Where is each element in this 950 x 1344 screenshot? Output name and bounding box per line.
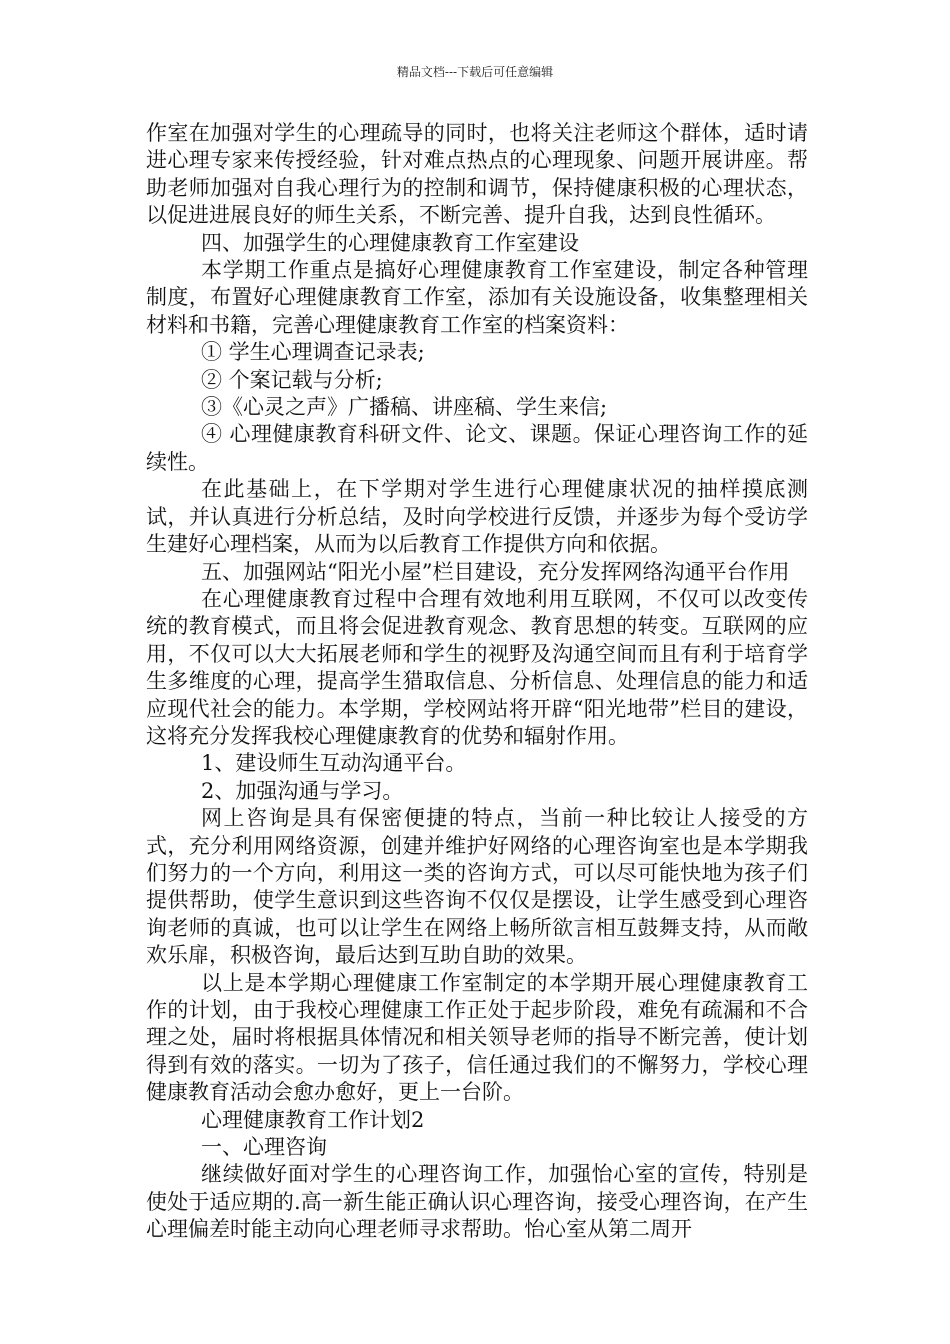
list-item: ① 学生心理调查记录表; [201,340,425,365]
list-item: ③《心灵之声》广播稿、讲座稿、学生来信; [201,395,608,420]
section-heading-4: 四、加强学生的心理健康教育工作室建设 [201,230,579,255]
document-title: 心理健康教育工作计划2 [201,1107,425,1132]
paragraph: 继续做好面对学生的心理咨询工作，加强怡心室的宣传，特别是使处于适应期的.高一新生能正确认识心理咨询，接受心理咨询，在产生心理偏差时能主动向心理老师寻求帮助。怡心室从第二周开 [146,1162,808,1242]
section-heading-1: 一、心理咨询 [201,1135,327,1160]
paragraph: 网上咨询是具有保密便捷的特点，当前一种比较让人接受的方式，充分利用网络资源，创建并维护好网络的心理咨询室也是本学期我们努力的一个方向，利用这一类的咨询方式，可以尽可能快地为孩子们提供帮助，使学生意识到这些咨询不仅仅是摆设，让学生感受到心理咨询老师的真诚，也可以让学生在网络上畅所欲言相互鼓舞支持，从而敞欢乐扉，积极咨询，最后达到互助自助的效果。 [146,806,808,968]
page-header: 精品文档---下载后可任意编辑 [396,65,554,79]
paragraph-continuation: 作室在加强对学生的心理疏导的同时，也将关注老师这个群体，适时请进心理专家来传授经验，针对难点热点的心理现象、问题开展讲座。帮助老师加强对自我心理行为的控制和调节，保持健康积极的心理状态，以促进进展良好的师生关系，不断完善、提升自我，达到良性循环。 [146,121,808,228]
paragraph: 在此基础上，在下学期对学生进行心理健康状况的抽样摸底测试，并认真进行分析总结，及时向学校进行反馈，并逐步为每个受访学生建好心理档案，从而为以后教育工作提供方向和依据。 [146,477,808,557]
list-item: 1、建设师生互动沟通平台。 [201,751,467,776]
paragraph: 本学期工作重点是搞好心理健康教育工作室建设，制定各种管理制度，布置好心理健康教育工作室，添加有关设施设备，收集整理相关材料和书籍，完善心理健康教育工作室的档案资料： [146,258,808,337]
paragraph: 以上是本学期心理健康工作室制定的本学期开展心理健康教育工作的计划，由于我校心理健康工作正处于起步阶段，难免有疏漏和不合理之处，届时将根据具体情况和相关领导老师的指导不断完善，使计划得到有效的落实。一切为了孩子，信任通过我们的不懈努力，学校心理健康教育活动会愈办愈好，更上一台阶。 [146,970,808,1105]
list-item: ② 个案记载与分析; [201,367,383,392]
list-item: 2、加强沟通与学习。 [201,778,404,803]
paragraph: 在心理健康教育过程中合理有效地利用互联网，不仅可以改变传统的教育模式，而且将会促进教育观念、教育思想的转变。互联网的应用，不仅可以大大拓展老师和学生的视野及沟通空间而且有利于培育学生多维度的心理，提高学生猎取信息、分析信息、处理信息的能力和适应现代社会的能力。本学期，学校网站将开辟“阳光地带”栏目的建设，这将充分发挥我校心理健康教育的优势和辐射作用。 [146,586,808,748]
document-body [146,120,808,1244]
list-item: ④ 心理健康教育科研文件、论文、课题。保证心理咨询工作的延续性。 [146,422,808,474]
section-heading-5: 五、加强网站“阳光小屋”栏目建设，充分发挥网络沟通平台作用 [201,559,790,584]
